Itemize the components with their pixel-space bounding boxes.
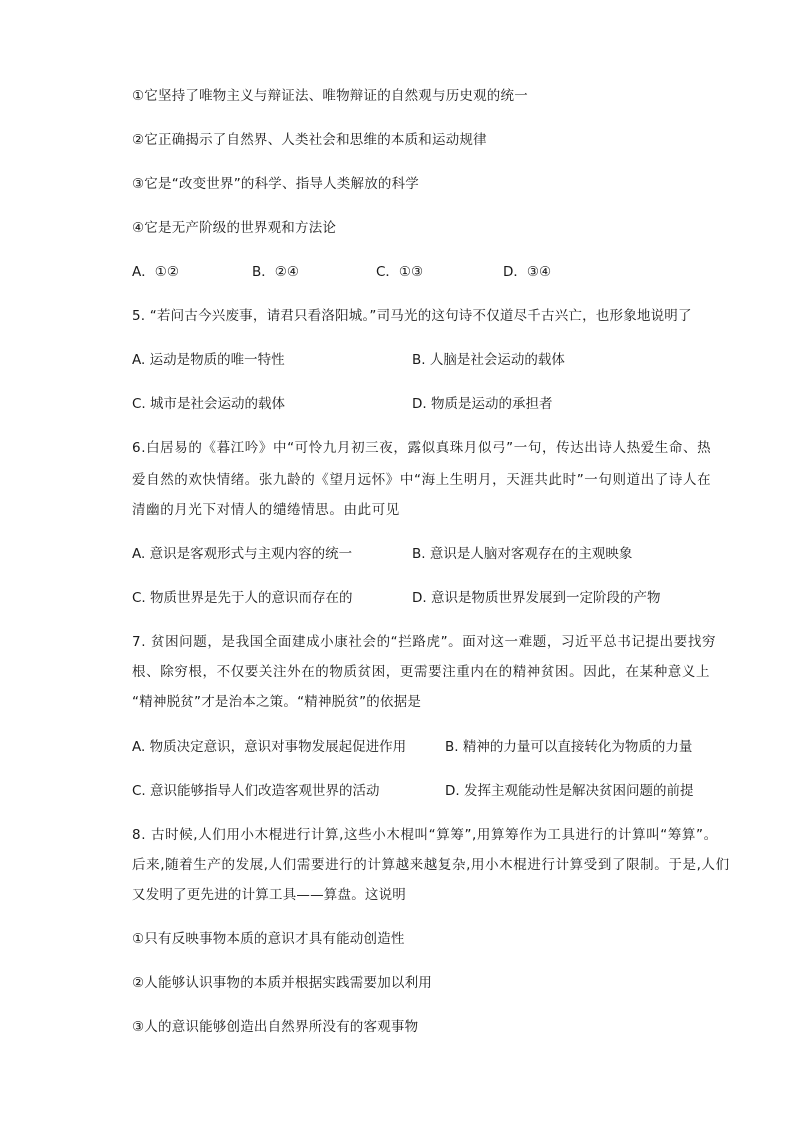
q7-option-c: C. 意识能够指导人们改造客观世界的活动 — [132, 783, 380, 799]
option-b: B．②④ — [252, 264, 299, 280]
statement-1: ①它坚持了唯物主义与辩证法、唯物辩证的自然观与历史观的统一 — [132, 88, 528, 104]
statement-4: ④它是无产阶级的世界观和方法论 — [132, 220, 337, 236]
statement-2: ②它正确揭示了自然界、人类社会和思维的本质和运动规律 — [132, 132, 487, 148]
statement-3: ③它是“改变世界”的科学、指导人类解放的科学 — [132, 176, 419, 192]
q5-option-d: D. 物质是运动的承担者 — [412, 396, 553, 412]
q6-option-a: A. 意识是客观形式与主观内容的统一 — [132, 546, 353, 562]
q5-option-b: B. 人脑是社会运动的载体 — [412, 352, 565, 368]
q6-option-b: B. 意识是人脑对客观存在的主观映象 — [412, 546, 633, 562]
q8-statement-1: ①只有反映事物本质的意识才具有能动创造性 — [132, 931, 405, 947]
q8-statement-3: ③人的意识能够创造出自然界所没有的客观事物 — [132, 1019, 419, 1035]
option-a: A．①② — [132, 264, 179, 280]
option-d: D．③④ — [503, 264, 552, 280]
q5-option-c: C. 城市是社会运动的载体 — [132, 396, 286, 412]
question-7-line-2: 根、除穷根，不仅要关注外在的物质贫困，更需要注重内在的精神贫困。因此，在某种意义上 — [132, 664, 711, 680]
q6-option-d: D. 意识是物质世界发展到一定阶段的产物 — [412, 590, 661, 606]
question-8-line-3: 又发明了更先进的计算工具——算盘。这说明 — [132, 887, 406, 903]
question-7-line-3: “精神脱贫”才是治本之策。“精神脱贫”的依据是 — [132, 694, 422, 710]
question-6-line-2: 爱自然的欢快情绪。张九龄的《望月远怀》中“海上生明月，天涯共此时”一句则道出了诗人在 — [132, 472, 712, 488]
question-6-line-3: 清幽的月光下对情人的缱绻情思。由此可见 — [132, 502, 400, 518]
q7-option-a: A. 物质决定意识，意识对事物发展起促进作用 — [132, 739, 407, 755]
option-c: C．①③ — [376, 264, 424, 280]
q7-option-d: D. 发挥主观能动性是解决贫困问题的前提 — [445, 783, 694, 799]
q7-option-b: B. 精神的力量可以直接转化为物质的力量 — [445, 739, 693, 755]
question-8-line-1: 8. 古时候,人们用小木棍进行计算,这些小木棍叫“算筹”,用算筹作为工具进行的计算叫“筹算”。 — [132, 827, 718, 843]
q6-option-c: C. 物质世界是先于人的意识而存在的 — [132, 590, 353, 606]
question-8-line-2: 后来,随着生产的发展,人们需要进行的计算越来越复杂,用小木棍进行计算受到了限制。于是,人们 — [132, 857, 730, 873]
question-5-stem: 5. “若问古今兴废事，请君只看洛阳城。”司马光的这句诗不仅道尽千古兴亡，也形象地说明了 — [132, 308, 692, 324]
question-6-line-1: 6.白居易的《暮江吟》中“可怜九月初三夜，露似真珠月似弓”一句，传达出诗人热爱生命、热 — [132, 440, 712, 456]
q5-option-a: A. 运动是物质的唯一特性 — [132, 352, 285, 368]
q8-statement-2: ②人能够认识事物的本质并根据实践需要加以利用 — [132, 975, 433, 991]
question-7-line-1: 7. 贫困问题，是我国全面建成小康社会的“拦路虎”。面对这一难题，习近平总书记提出要找穷 — [132, 634, 717, 650]
